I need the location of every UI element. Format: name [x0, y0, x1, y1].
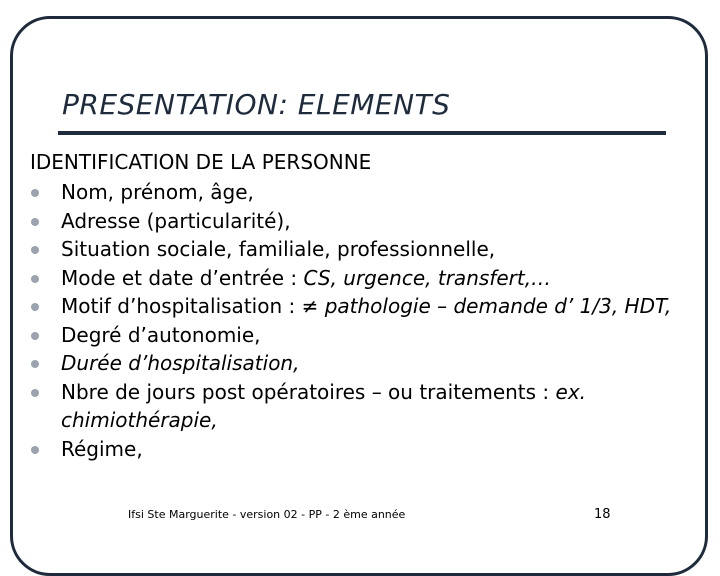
bullet-text-italic: Durée d’hospitalisation,: [61, 351, 300, 375]
bullet-text-italic: ≠ pathologie – demande d’ 1/3, HDT,: [301, 294, 672, 318]
bullet-text: Mode et date d’entrée :: [61, 265, 304, 290]
bullet-item: [30, 207, 680, 236]
bullet-text-italic: CS, urgence, transfert,…: [303, 265, 552, 290]
bullet-item: [30, 292, 680, 321]
page-number: 18: [594, 507, 611, 522]
bullet-item: [30, 435, 680, 464]
bullet-item: [30, 321, 680, 350]
title-underline: [58, 131, 666, 135]
bullet-dot-icon: [31, 332, 39, 340]
bullet-dot-icon: [31, 189, 39, 197]
bullet-dot-icon: [31, 246, 39, 254]
bullet-text: Nbre de jours post opératoires – ou traitements :: [61, 379, 556, 404]
section-heading: IDENTIFICATION DE LA PERSONNE: [30, 150, 372, 174]
bullet-dot-icon: [31, 360, 39, 368]
bullet-dot-icon: [31, 389, 39, 397]
bullet-text: Adresse (particularité),: [61, 208, 291, 233]
bullet-dot-icon: [31, 218, 39, 226]
bullet-item: [30, 178, 680, 207]
bullet-item: [30, 378, 680, 435]
bullet-text: Situation sociale, familiale, professionnelle,: [61, 237, 496, 261]
slide-title: PRESENTATION: ELEMENTS: [62, 88, 451, 121]
footer-text: Ifsi Ste Marguerite - version 02 - PP - 2 ème année: [128, 508, 406, 521]
bullet-list: [30, 178, 680, 463]
bullet-text: Degré d’autonomie,: [61, 322, 261, 347]
bullet-item: [30, 349, 680, 378]
bullet-item: [30, 235, 680, 264]
bullet-text-italic: ex. chimiothérapie,: [61, 379, 587, 432]
bullet-dot-icon: [31, 303, 39, 311]
bullet-text: Motif d’hospitalisation :: [61, 294, 302, 318]
bullet-item: [30, 264, 680, 293]
bullet-dot-icon: [31, 446, 39, 454]
bullet-dot-icon: [31, 275, 39, 283]
bullet-text: Nom, prénom, âge,: [61, 180, 254, 204]
bullet-text: Régime,: [61, 436, 143, 461]
